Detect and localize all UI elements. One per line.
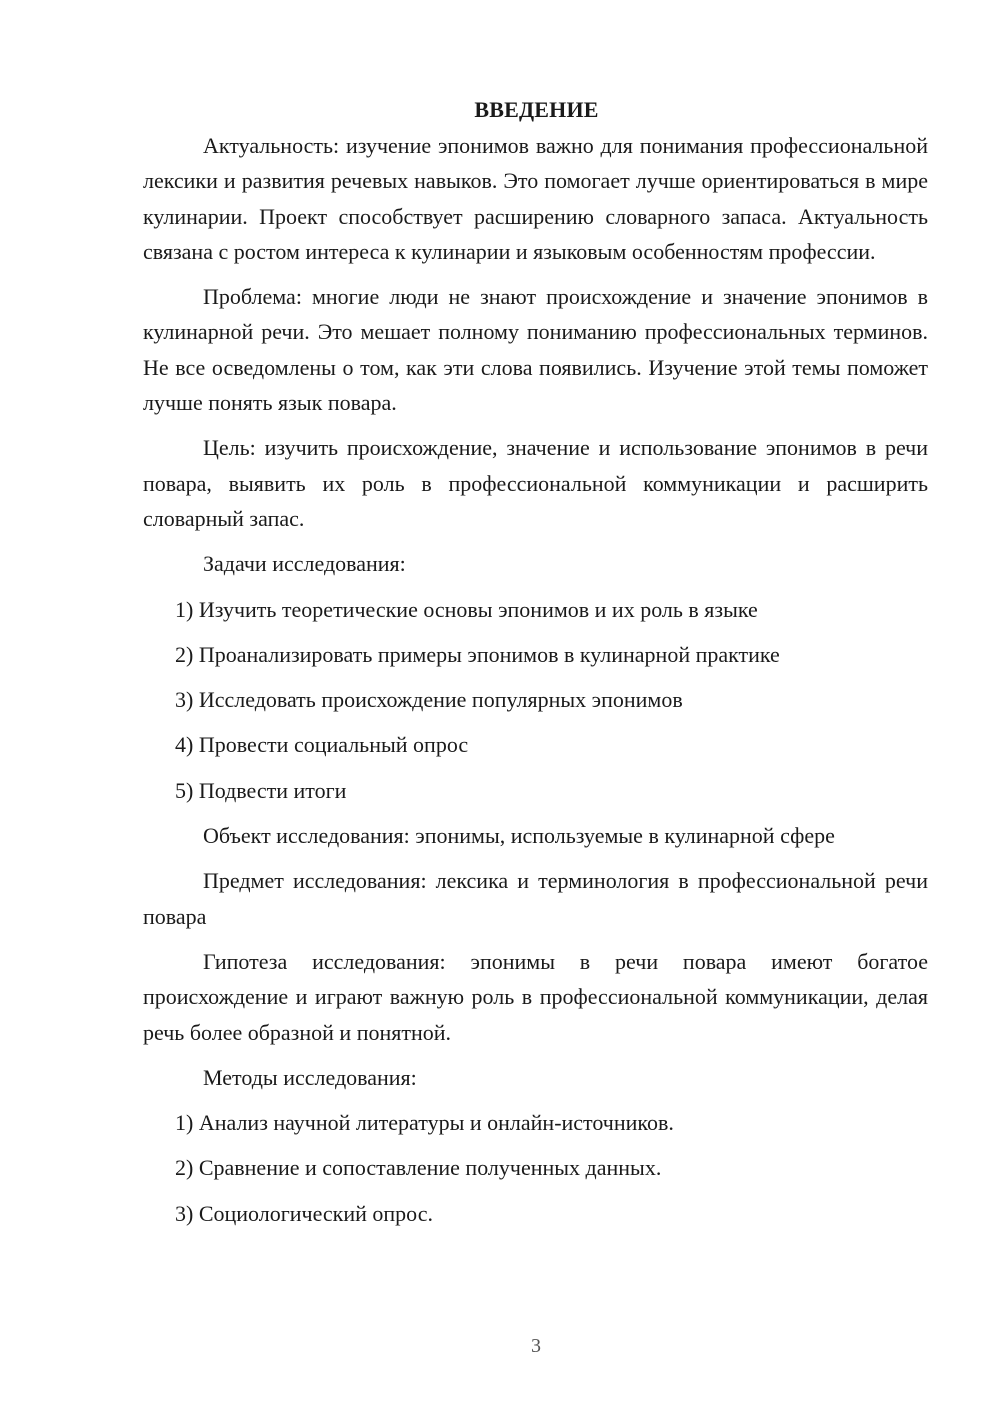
subject-paragraph: Предмет исследования: лексика и терминология в профессиональной речи повара — [143, 868, 928, 929]
method-item: 3) Социологический опрос. — [175, 1200, 433, 1226]
problem-paragraph: Проблема: многие люди не знают происхождение и значение эпонимов в кулинарной речи. Это мешает полному пониманию профессиональных терминов. Не все осведомлены о том, как эти слова появились. Изучение этой темы поможет лучше понять язык повара. — [143, 284, 928, 416]
page-number: 3 — [531, 1335, 541, 1357]
goal-paragraph: Цель: изучить происхождение, значение и использование эпонимов в речи повара, выявить их роль в профессиональной коммуникации и расширить словарный запас. — [143, 435, 928, 531]
methods-heading: Методы исследования: — [203, 1064, 417, 1090]
task-item: 5) Подвести итоги — [175, 777, 347, 803]
task-item: 2) Проанализировать примеры эпонимов в кулинарной практике — [175, 641, 780, 667]
task-item: 1) Изучить теоретические основы эпонимов и их роль в языке — [175, 596, 758, 622]
method-item: 2) Сравнение и сопоставление полученных данных. — [175, 1155, 662, 1181]
document-page — [143, 92, 928, 1241]
method-item: 1) Анализ научной литературы и онлайн-источников. — [175, 1110, 674, 1136]
task-item: 4) Провести социальный опрос — [175, 732, 469, 758]
section-title: ВВЕДЕНИЕ — [474, 97, 599, 122]
object-line: Объект исследования: эпонимы, используемые в кулинарной сфере — [203, 823, 835, 849]
relevance-paragraph: Актуальность: изучение эпонимов важно для понимания профессиональной лексики и развития речевых навыков. Это помогает лучше ориентироваться в мире кулинарии. Проект способствует расширению словарного запаса. Актуальность связана с ростом интереса к кулинарии и языковым особенностям профессии. — [143, 133, 928, 264]
task-item: 3) Исследовать происхождение популярных эпонимов — [175, 687, 683, 713]
hypothesis-paragraph: Гипотеза исследования: эпонимы в речи повара имеют богатое происхождение и играют важную роль в профессиональной коммуникации, делая речь более образной и понятной. — [143, 948, 928, 1045]
tasks-heading: Задачи исследования: — [203, 551, 406, 577]
